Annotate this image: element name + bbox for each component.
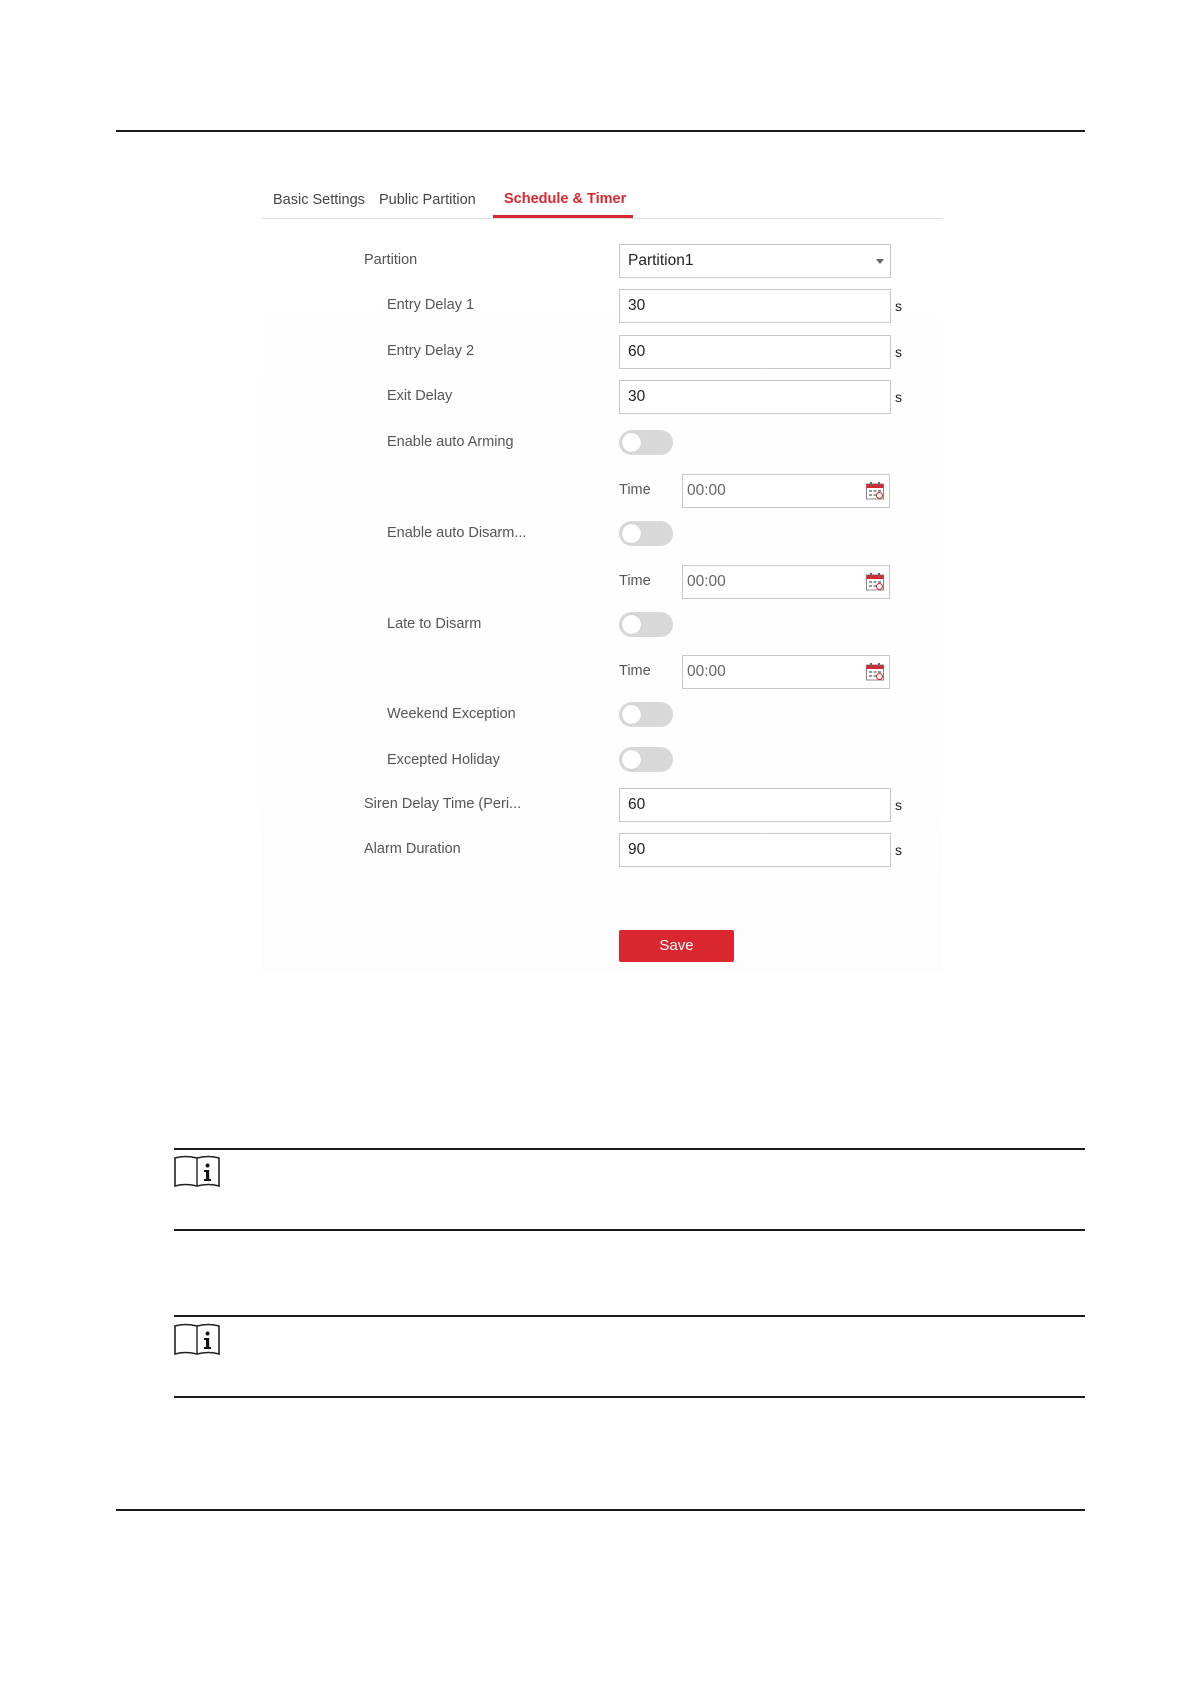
note-bottom-rule (174, 1229, 1085, 1231)
partition-label: Partition (364, 252, 418, 268)
note-top-rule (174, 1148, 1085, 1150)
note-info-icon (173, 1322, 221, 1358)
auto-disarming-time-value: 00:00 (687, 573, 726, 590)
partition-select-value: Partition1 (628, 252, 694, 269)
alarm-duration-input[interactable]: 90 (619, 833, 891, 867)
entry-delay-2-unit: s (895, 344, 902, 360)
exit-delay-label: Exit Delay (387, 388, 453, 404)
late-to-disarm-time-value: 00:00 (687, 663, 726, 680)
alarm-duration-unit: s (895, 842, 902, 858)
auto-arming-label: Enable auto Arming (387, 434, 514, 450)
partition-select[interactable] (619, 244, 891, 278)
entry-delay-1-input[interactable]: 30 (619, 289, 891, 323)
late-to-disarm-time-label: Time (619, 663, 651, 679)
auto-disarming-toggle[interactable] (619, 521, 673, 546)
entry-delay-2-input[interactable]: 60 (619, 335, 891, 369)
siren-delay-input[interactable]: 60 (619, 788, 891, 822)
toggle-knob (622, 524, 641, 543)
toggle-knob (622, 750, 641, 769)
auto-arming-toggle[interactable] (619, 430, 673, 455)
excepted-holiday-toggle[interactable] (619, 747, 673, 772)
auto-disarming-time-label: Time (619, 573, 651, 589)
toggle-knob (622, 433, 641, 452)
tab-basic-settings[interactable]: Basic Settings (273, 192, 365, 208)
save-button[interactable]: Save (619, 930, 734, 962)
chevron-down-icon (876, 259, 884, 264)
alarm-duration-label: Alarm Duration (364, 841, 461, 857)
late-to-disarm-label: Late to Disarm (387, 616, 482, 632)
excepted-holiday-label: Excepted Holiday (387, 752, 500, 768)
note-info-icon (173, 1154, 221, 1190)
note-top-rule (174, 1315, 1085, 1317)
entry-delay-1-label: Entry Delay 1 (387, 297, 475, 313)
auto-disarming-label: Enable auto Disarm... (387, 525, 527, 541)
active-tab-indicator (493, 215, 633, 218)
entry-delay-2-label: Entry Delay 2 (387, 343, 475, 359)
siren-delay-unit: s (895, 797, 902, 813)
auto-disarming-time-input[interactable] (682, 565, 890, 599)
exit-delay-unit: s (895, 389, 902, 405)
late-to-disarm-time-input[interactable] (682, 655, 890, 689)
late-to-disarm-toggle[interactable] (619, 612, 673, 637)
auto-arming-time-input[interactable] (682, 474, 890, 508)
header-rule (116, 130, 1085, 132)
auto-arming-time-label: Time (619, 482, 651, 498)
calendar-icon[interactable] (865, 572, 885, 592)
siren-delay-label: Siren Delay Time (Peri... (364, 796, 522, 812)
calendar-icon[interactable] (865, 662, 885, 682)
calendar-icon[interactable] (865, 481, 885, 501)
weekend-exception-toggle[interactable] (619, 702, 673, 727)
footer-rule (116, 1509, 1085, 1511)
note-bottom-rule (174, 1396, 1085, 1398)
entry-delay-1-unit: s (895, 298, 902, 314)
settings-panel (262, 190, 942, 972)
tab-bar (262, 190, 942, 219)
auto-arming-time-value: 00:00 (687, 482, 726, 499)
tab-schedule-timer[interactable]: Schedule & Timer (504, 191, 627, 207)
tab-public-partition[interactable]: Public Partition (379, 192, 476, 208)
weekend-exception-label: Weekend Exception (387, 706, 516, 722)
exit-delay-input[interactable]: 30 (619, 380, 891, 414)
toggle-knob (622, 615, 641, 634)
toggle-knob (622, 705, 641, 724)
